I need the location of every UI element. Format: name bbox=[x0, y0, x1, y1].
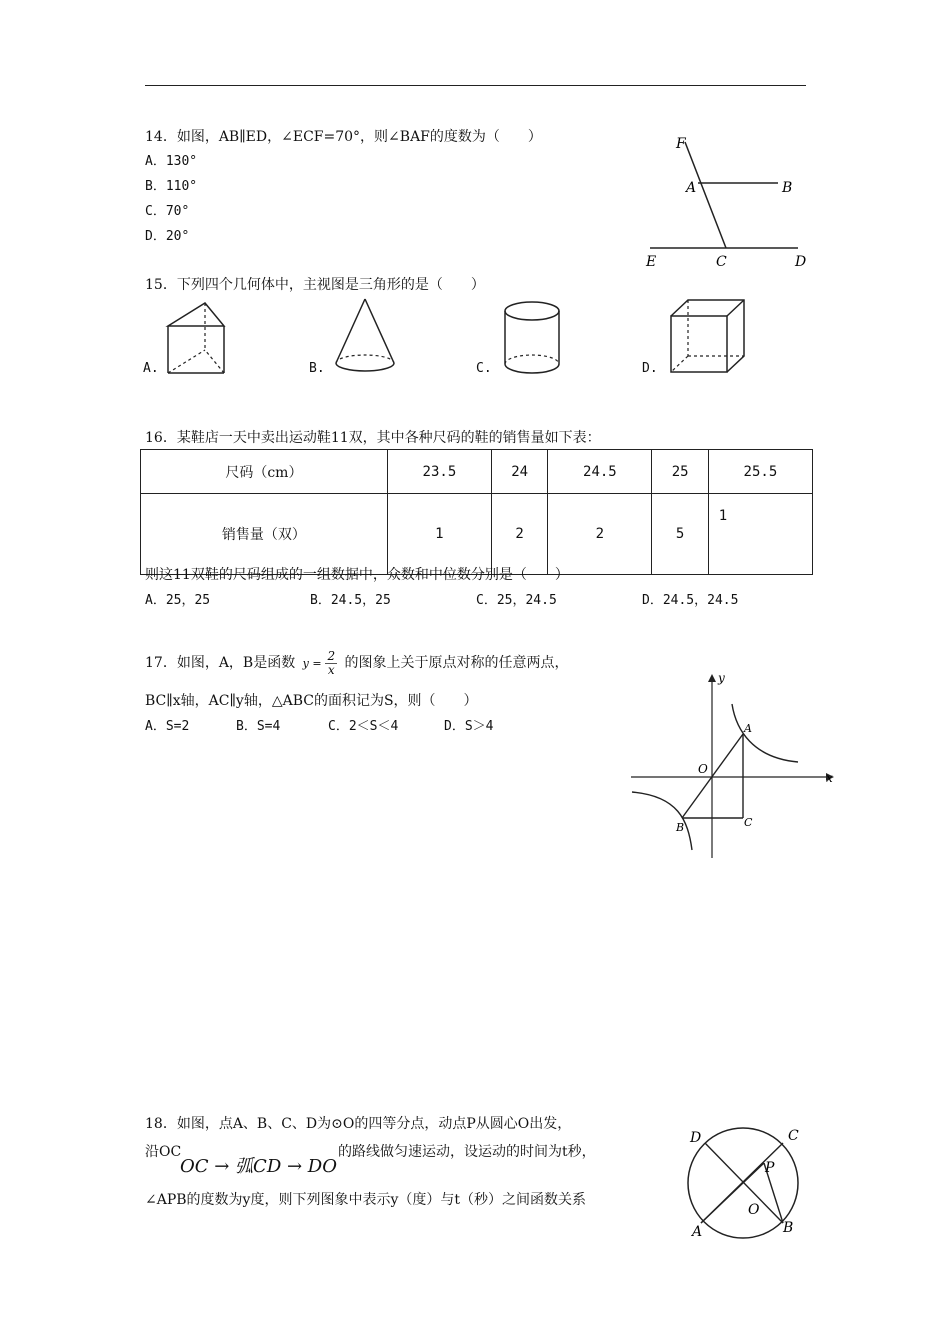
q14-option-b: B．110° bbox=[145, 179, 198, 194]
table-cell: 5 bbox=[652, 494, 708, 575]
table-cell: 24.5 bbox=[548, 450, 652, 494]
q16-stem: 16．某鞋店一天中卖出运动鞋11双，其中各种尺码的鞋的销售量如下表： bbox=[145, 430, 601, 446]
q17-label-y: y bbox=[718, 671, 725, 685]
q14-stem: 14．如图，AB∥ED，∠ECF=70°，则∠BAF的度数为（ ） bbox=[145, 129, 542, 145]
q14-label-a: A bbox=[686, 180, 697, 196]
q17-formula-den: x bbox=[327, 662, 335, 677]
q14-label-f: F bbox=[676, 136, 686, 152]
table-cell: 尺码（cm） bbox=[141, 450, 388, 494]
table-cell: 1 bbox=[708, 494, 812, 575]
table-cell: 25.5 bbox=[708, 450, 812, 494]
q17-stem-before: 17．如图，A，B是函数 bbox=[145, 655, 296, 671]
table-cell: 2 bbox=[548, 494, 652, 575]
q18-label-p: P bbox=[765, 1160, 775, 1176]
q17-stem bbox=[145, 643, 569, 683]
header-rule bbox=[145, 85, 806, 86]
q18-line1: 18．如图，点A、B、C、D为⊙O的四等分点，动点P从圆心O出发， bbox=[145, 1116, 572, 1132]
q14-figure bbox=[640, 130, 820, 275]
table-cell: 24 bbox=[491, 450, 547, 494]
q17-label-o: O bbox=[698, 762, 708, 776]
q18-label-o: O bbox=[748, 1202, 760, 1218]
q15-cone-figure bbox=[330, 295, 400, 377]
table-cell: 1 bbox=[387, 494, 491, 575]
q15-prism-figure bbox=[160, 298, 232, 378]
q18-label-a: A bbox=[692, 1224, 703, 1240]
q16-option-b: B．24.5，25 bbox=[310, 593, 391, 608]
q18-line2-suffix: 的路线做匀速运动，设运动的时间为t秒， bbox=[338, 1144, 596, 1160]
q18-label-b: B bbox=[783, 1220, 794, 1236]
q16-question: 则这11双鞋的尺码组成的一组数据中，众数和中位数分别是（ ） bbox=[145, 567, 569, 583]
sales-table bbox=[140, 449, 813, 575]
q14-label-d: D bbox=[795, 254, 807, 270]
q15-cube-figure bbox=[664, 296, 750, 378]
q18-circle-figure bbox=[680, 1120, 810, 1244]
q14-label-b: B bbox=[782, 180, 793, 196]
q17-option-d: D．S＞4 bbox=[444, 719, 494, 734]
q17-option-c: C．2＜S＜4 bbox=[328, 719, 399, 734]
q16-option-d: D．24.5，24.5 bbox=[642, 593, 739, 608]
q18-line3: ∠APB的度数为y度，则下列图象中表示y（度）与t（秒）之间函数关系 bbox=[145, 1192, 586, 1208]
table-row bbox=[141, 494, 813, 575]
q16-option-a: A．25，25 bbox=[145, 593, 211, 608]
q14-option-c: C．70° bbox=[145, 204, 190, 219]
q18-path-expression: OC → 弧CD → DO bbox=[180, 1156, 337, 1177]
q17-label-a: A bbox=[744, 722, 752, 735]
q17-stem-after: 的图象上关于原点对称的任意两点， bbox=[344, 655, 569, 671]
q14-label-e: E bbox=[646, 254, 657, 270]
q17-formula-y: y = bbox=[302, 656, 322, 670]
q17-label-b: B bbox=[676, 821, 685, 834]
q15-option-b-label: B. bbox=[309, 361, 325, 376]
table-cell: 销售量（双） bbox=[141, 494, 388, 575]
q15-option-d-label: D. bbox=[642, 361, 658, 376]
q17-line2: BC∥x轴，AC∥y轴，△ABC的面积记为S，则（ ） bbox=[145, 693, 478, 709]
table-cell: 25 bbox=[652, 450, 708, 494]
q15-option-a-label: A. bbox=[143, 361, 159, 376]
q18-label-d: D bbox=[690, 1130, 702, 1146]
q14-option-a: A．130° bbox=[145, 154, 198, 169]
table-row bbox=[141, 450, 813, 494]
q17-option-b: B．S=4 bbox=[236, 719, 281, 734]
q15-cylinder-figure bbox=[500, 298, 566, 378]
q17-label-x: x bbox=[826, 771, 833, 785]
q17-figure bbox=[628, 670, 843, 865]
q17-option-a: A．S=2 bbox=[145, 719, 190, 734]
q15-stem: 15．下列四个几何体中，主视图是三角形的是（ ） bbox=[145, 277, 485, 293]
table-cell: 2 bbox=[491, 494, 547, 575]
q16-option-c: C．25，24.5 bbox=[476, 593, 557, 608]
q17-formula bbox=[303, 650, 337, 677]
q17-formula-num: 2 bbox=[327, 648, 336, 663]
table-cell: 23.5 bbox=[387, 450, 491, 494]
q14-label-c: C bbox=[716, 254, 727, 270]
q15-option-c-label: C. bbox=[476, 361, 492, 376]
q18-line2-prefix: 沿OC bbox=[145, 1144, 182, 1160]
q18-label-c: C bbox=[788, 1128, 799, 1144]
q17-label-c: C bbox=[744, 816, 753, 829]
q14-option-d: D．20° bbox=[145, 229, 190, 244]
